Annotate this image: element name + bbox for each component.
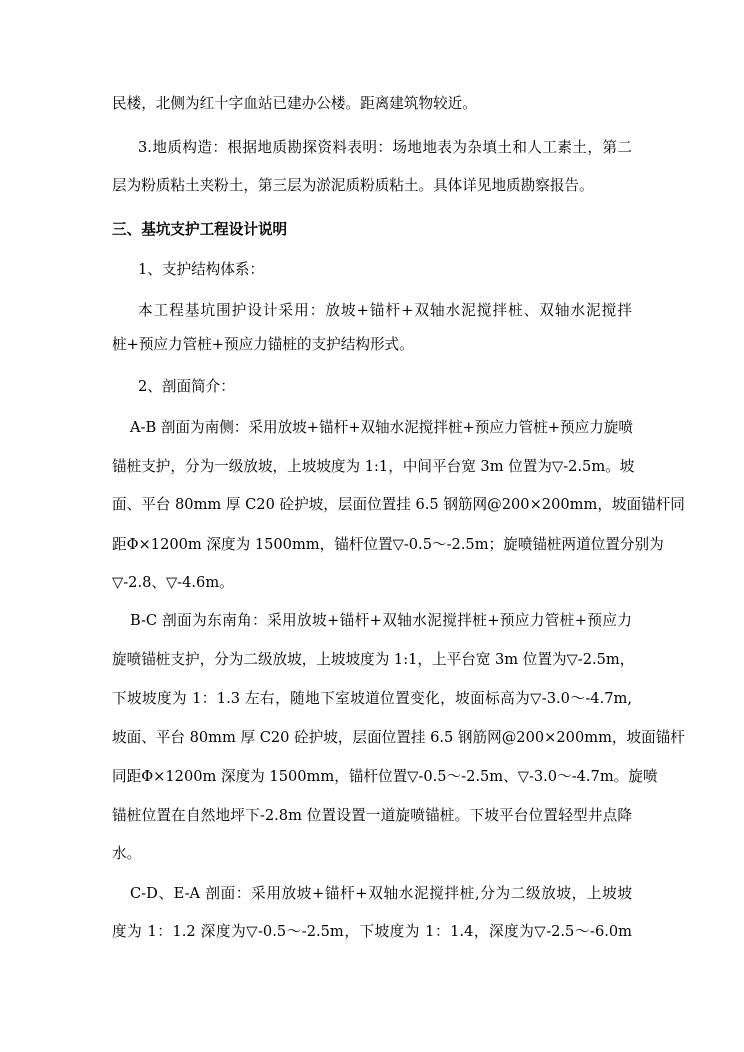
text-line-ab-3: 面、平台 80mm 厚 C20 砼护坡，层面位置挂 6.5 钢筋网@200×200mm，坡面锚杆同	[112, 496, 685, 513]
section-heading: 三、基坑支护工程设计说明	[112, 221, 288, 238]
subsection-heading-1: 1、支护结构体系：	[138, 261, 265, 278]
subsection-heading-2: 2、剖面简介：	[138, 378, 235, 395]
text-line-geology-1: 3.地质构造：根据地质勘探资料表明：场地地表为杂填土和人工素土，第二	[138, 139, 632, 156]
text-line-system-2: 桩+预应力管桩+预应力锚桩的支护结构形式。	[112, 336, 414, 353]
text-line-bc-2: 旋喷锚桩支护，分为二级放坡，上坡坡度为 1:1，上平台宽 3m 位置为▽-2.5m，	[112, 651, 635, 668]
text-line-cd-1: C-D、E-A 剖面：采用放坡+锚杆+双轴水泥搅拌桩,分为二级放坡，上坡坡	[130, 885, 632, 902]
text-line-system-1: 本工程基坑围护设计采用：放坡+锚杆+双轴水泥搅拌桩、双轴水泥搅拌	[138, 302, 632, 319]
text-line-cd-2: 度为 1：1.2 深度为▽-0.5～-2.5m，下坡度为 1：1.4，深度为▽-2.5～-6.0m	[112, 923, 632, 940]
text-line-ab-2: 锚桩支护，分为一级放坡，上坡坡度为 1:1，中间平台宽 3m 位置为▽-2.5m。坡	[112, 458, 635, 475]
text-line-bc-4: 坡面、平台 80mm 厚 C20 砼护坡，层面位置挂 6.5 钢筋网@200×200mm，坡面锚杆	[112, 729, 685, 746]
text-line-ab-5: ▽-2.8、▽-4.6m。	[112, 574, 234, 591]
text-line-continuation: 民楼，北侧为红十字血站已建办公楼。距离建筑物较近。	[112, 95, 477, 112]
text-line-ab-4: 距Φ×1200m 深度为 1500mm，锚杆位置▽-0.5～-2.5m；旋喷锚桩两道位置分别为	[112, 536, 664, 553]
text-line-bc-6: 锚桩位置在自然地坪下-2.8m 位置设置一道旋喷锚桩。下坡平台位置轻型井点降	[112, 807, 632, 824]
text-line-bc-7: 水。	[112, 845, 142, 862]
text-line-ab-1: A-B 剖面为南侧：采用放坡+锚杆+双轴水泥搅拌桩+预应力管桩+预应力旋喷	[130, 419, 633, 436]
text-line-bc-5: 同距Φ×1200m 深度为 1500mm，锚杆位置▽-0.5～-2.5m、▽-3.0～-4.7m。旋喷	[112, 768, 658, 785]
text-line-bc-3: 下坡坡度为 1：1.3 左右，随地下室坡道位置变化，坡面标高为▽-3.0～-4.7m,	[112, 690, 632, 707]
text-line-geology-2: 层为粉质粘土夹粉土，第三层为淤泥质粉质粘土。具体详见地质勘察报告。	[112, 177, 594, 194]
text-line-bc-1: B-C 剖面为东南角：采用放坡+锚杆+双轴水泥搅拌桩+预应力管桩+预应力	[130, 612, 632, 629]
